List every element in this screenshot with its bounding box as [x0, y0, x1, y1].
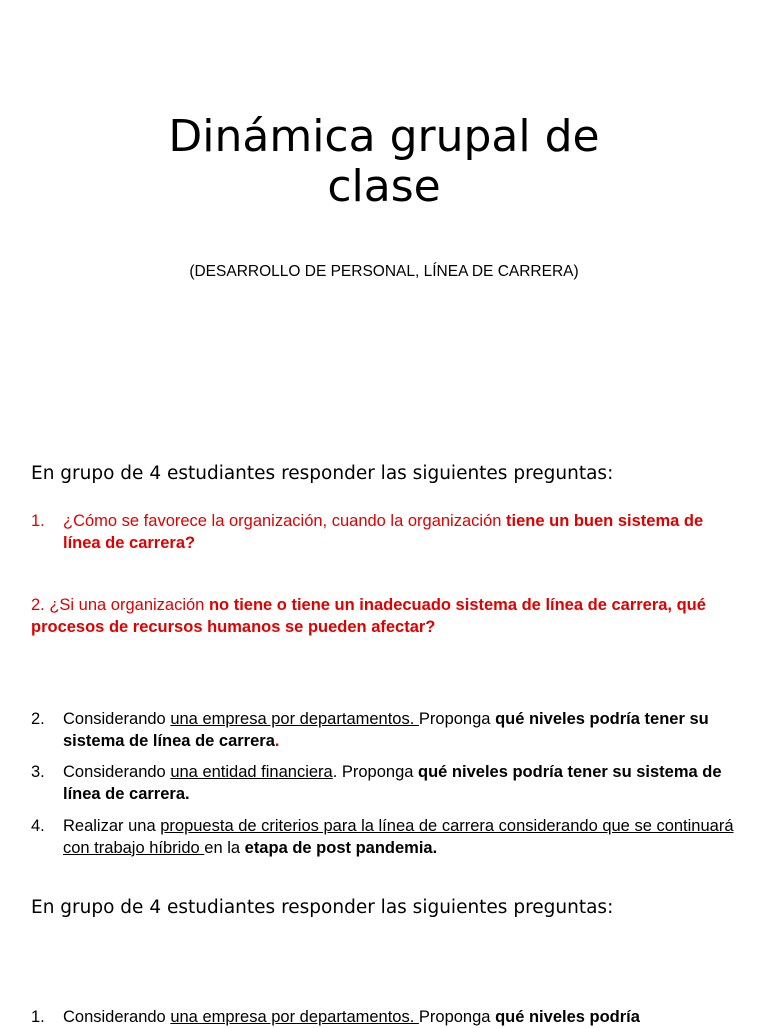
item-number: 1. — [31, 1008, 45, 1026]
question-item-4 — [31, 761, 743, 805]
item-number: 3. — [31, 763, 45, 781]
question-item-3 — [31, 708, 743, 752]
item-underlined-text: una empresa por departamentos. — [170, 710, 419, 728]
item-text: 2. ¿Si una organización — [31, 596, 209, 614]
item-bold-text: no tiene o tiene un inadecuado sistema de línea de carrera, qué procesos de recursos humanos se pueden afectar? — [31, 596, 706, 636]
item-bold-text: qué niveles podría — [495, 1008, 640, 1026]
item-text: Realizar una — [63, 817, 161, 835]
item-text: en la — [204, 839, 245, 857]
item-text: Considerando — [63, 763, 171, 781]
slide-subtitle: (DESARROLLO DE PERSONAL, LÍNEA DE CARRERA) — [189, 263, 579, 280]
question-item-5 — [31, 815, 743, 859]
item-underlined-text: una entidad financiera — [170, 763, 333, 781]
item-text: ¿Cómo se favorece la organización, cuando la organización — [63, 512, 507, 530]
item-underlined-text: propuesta de criterios para la línea de carrera considerando que se continuará con trabajo híbrido — [63, 817, 734, 857]
item-text: . Proponga — [332, 763, 419, 781]
item-bold-text: tiene un buen sistema de línea de carrera? — [63, 512, 704, 552]
item-text: Considerando — [63, 1008, 171, 1026]
item-bold-text: qué niveles podría tener su sistema de línea de carrera. — [63, 763, 722, 803]
section-heading-repeat: En grupo de 4 estudiantes responder las siguientes preguntas: — [31, 897, 614, 918]
question-item-1 — [31, 510, 743, 554]
title-line-1: Dinámica grupal de — [168, 111, 600, 162]
item-bold-text: qué niveles podría tener su sistema de línea de carrera — [63, 710, 709, 750]
item-text: Considerando — [63, 710, 171, 728]
section-heading: En grupo de 4 estudiantes responder las siguientes preguntas: — [31, 463, 614, 484]
item-bold-text: etapa de post pandemia. — [244, 839, 438, 857]
item-number: 4. — [31, 817, 45, 835]
question-item-2-paragraph — [31, 594, 711, 638]
item-number: 1. — [31, 512, 45, 530]
slide-title — [0, 112, 768, 212]
item-red-dot: . — [274, 732, 280, 750]
item-text: Proponga — [418, 710, 496, 728]
question-item-repeat-1 — [31, 1006, 743, 1028]
item-number: 2. — [31, 710, 45, 728]
title-line-2: clase — [327, 161, 441, 212]
item-underlined-text: una empresa por departamentos. — [170, 1008, 419, 1026]
item-text: Proponga — [418, 1008, 496, 1026]
